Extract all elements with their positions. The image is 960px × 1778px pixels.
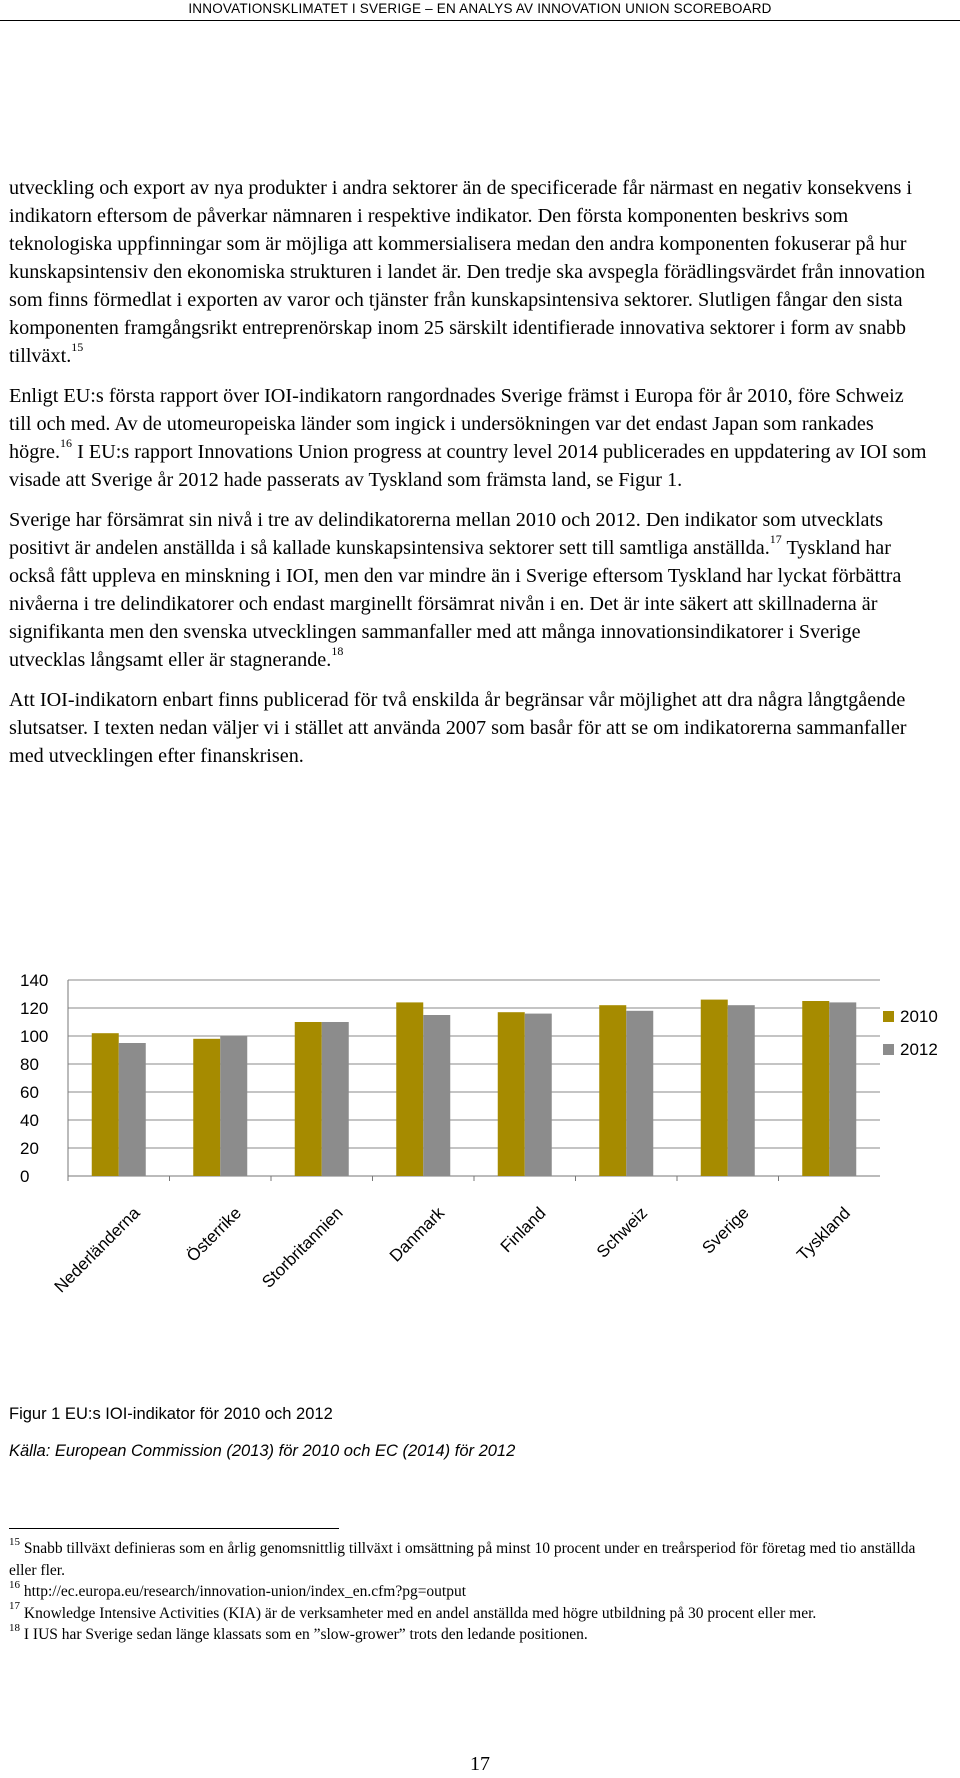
x-category-label: Nederländerna: [50, 1203, 144, 1297]
bar-2010: [498, 1012, 525, 1176]
y-tick-label: 60: [20, 1083, 39, 1102]
footnote-divider: [9, 1528, 339, 1529]
paragraph-3: Sverige har försämrat sin nivå i tre av delindikatorerna mellan 2010 och 2012. Den indikator som utvecklats positivt är andelen anställda i så kallade kunskapsintensiva sektorer sett till samtliga anställda.$^{17}$ Tyskland har också fått uppleva en minskning i IOI, men den var mindre än i Sverige eftersom Tyskland har lyckat förbättra nivåerna i tre delindikatorer och endast marginellt försämrat nivån i en. Det är inte säkert att skillnaderna är signifikanta men den svenska utvecklingen sammanfaller med att många innovationsindikatorer i Sverige utvecklas långsamt eller är stagnerande.$^{18}$: [9, 509, 902, 671]
paragraph-4: Att IOI-indikatorn enbart finns publicerad för två enskilda år begränsar vår möjlighet att dra några långtgående slutsatser. I texten nedan väljer vi i stället att använda 2007 som basår för att se om indikatorerna sammanfaller med utvecklingen efter finanskrisen.: [9, 689, 907, 767]
bar-2010: [295, 1022, 322, 1176]
bar-2010: [701, 1000, 728, 1176]
legend-swatch-2012: [883, 1044, 894, 1055]
bar-2012: [119, 1043, 146, 1176]
y-tick-label: 120: [20, 999, 49, 1018]
footnote-16: $^{16}$ http://ec.europa.eu/research/innovation-union/index_en.cfm?pg=output: [9, 1578, 467, 1600]
figure-1-chart: [0, 960, 960, 1400]
bar-2010: [396, 1002, 423, 1176]
footnotes: [9, 1535, 919, 1646]
footnote-ref-18[interactable]: 18: [331, 644, 344, 659]
y-tick-label: 40: [20, 1111, 39, 1130]
footnote-15: $^{15}$ Snabb tillväxt definieras som en årlig genomsnittlig tillväxt i omsättning på minst 10 procent under en treårsperiod för företag med tio anställda eller fler.: [9, 1535, 916, 1579]
footnote-ref-16[interactable]: 16: [60, 436, 73, 451]
bar-2012: [220, 1036, 247, 1176]
bar-2010: [92, 1033, 119, 1176]
y-tick-label: 0: [20, 1167, 30, 1186]
footnote-ref-17[interactable]: 17: [769, 532, 782, 547]
bar-2012: [728, 1005, 755, 1176]
bar-2012: [525, 1014, 552, 1176]
paragraph-2: Enligt EU:s första rapport över IOI-indikatorn rangordnades Sverige främst i Europa för år 2010, före Schweiz till och med. Av de utomeuropeiska länder som ingick i undersökningen var det endast Japan som rankades högre.$^{16}$ I EU:s rapport Innovations Union progress at country level 2014 publicerades en uppdatering av IOI som visade att Sverige år 2012 hade passerats av Tyskland som främsta land, se Figur 1.: [9, 385, 927, 491]
footnote-17: $^{17}$ Knowledge Intensive Activities (KIA) är de verksamheter med en andel anställda med högre utbildning på 30 procent eller mer.: [9, 1600, 817, 1622]
footnote-18: $^{18}$ I IUS har Sverige sedan länge klassats som en ”slow-grower” trots den ledande positionen.: [9, 1621, 588, 1643]
figure-source: Källa: European Commission (2013) för 2010 och EC (2014) för 2012: [9, 1442, 516, 1460]
bar-2012: [322, 1022, 349, 1176]
bar-2010: [802, 1001, 829, 1176]
bar-2012: [626, 1011, 653, 1176]
legend-label-2012: 2012: [900, 1040, 938, 1059]
x-category-label: Tyskland: [793, 1203, 855, 1265]
y-tick-label: 140: [20, 971, 49, 990]
running-header: INNOVATIONSKLIMATET I SVERIGE – EN ANALYS AV INNOVATION UNION SCOREBOARD: [0, 0, 960, 21]
x-category-label: Schweiz: [592, 1203, 652, 1262]
body-text: [9, 174, 929, 782]
x-category-label: Storbritannien: [258, 1203, 347, 1292]
figure-caption: Figur 1 EU:s IOI-indikator för 2010 och 2012: [9, 1405, 333, 1423]
footnote-ref-15[interactable]: 15: [71, 340, 84, 355]
legend-swatch-2010: [883, 1011, 894, 1022]
bar-2010: [193, 1039, 220, 1176]
y-tick-label: 20: [20, 1139, 39, 1158]
x-category-label: Danmark: [385, 1203, 449, 1266]
x-category-label: Österrike: [182, 1203, 246, 1266]
bar-2010: [599, 1005, 626, 1176]
y-tick-label: 80: [20, 1055, 39, 1074]
footnote-link[interactable]: http://ec.europa.eu/research/innovation-union/index_en.cfm?pg=output: [23, 1583, 467, 1600]
bar-2012: [423, 1015, 450, 1176]
bar-chart: [0, 960, 960, 1400]
x-category-label: Sverige: [698, 1203, 753, 1258]
bar-2012: [829, 1002, 856, 1176]
paragraph-1: utveckling och export av nya produkter i andra sektorer än de specificerade får närmast en negativ konsekvens i indikatorn eftersom de påverkar nämnaren i respektive indikator. Den första komponenten beskrivs som teknologiska uppfinningar som är möjliga att kommersialisera medan den andra komponenten fokuserar på hur kunskapsintensiv den ekonomiska strukturen i landet är. Den tredje ska avspegla förädlingsvärdet från innovation som finns förmedlat i exporten av varor och tjänster från kunskapsintensiva sektorer. Slutligen fångar den sista komponenten framgångsrikt entreprenörskap inom 25 särskilt identifierade innovativa sektorer i form av snabb tillväxt.$^{15}$: [9, 177, 926, 367]
x-category-label: Finland: [496, 1203, 550, 1257]
y-tick-label: 100: [20, 1027, 49, 1046]
page-number: 17: [470, 1753, 490, 1775]
legend-label-2010: 2010: [900, 1007, 938, 1026]
